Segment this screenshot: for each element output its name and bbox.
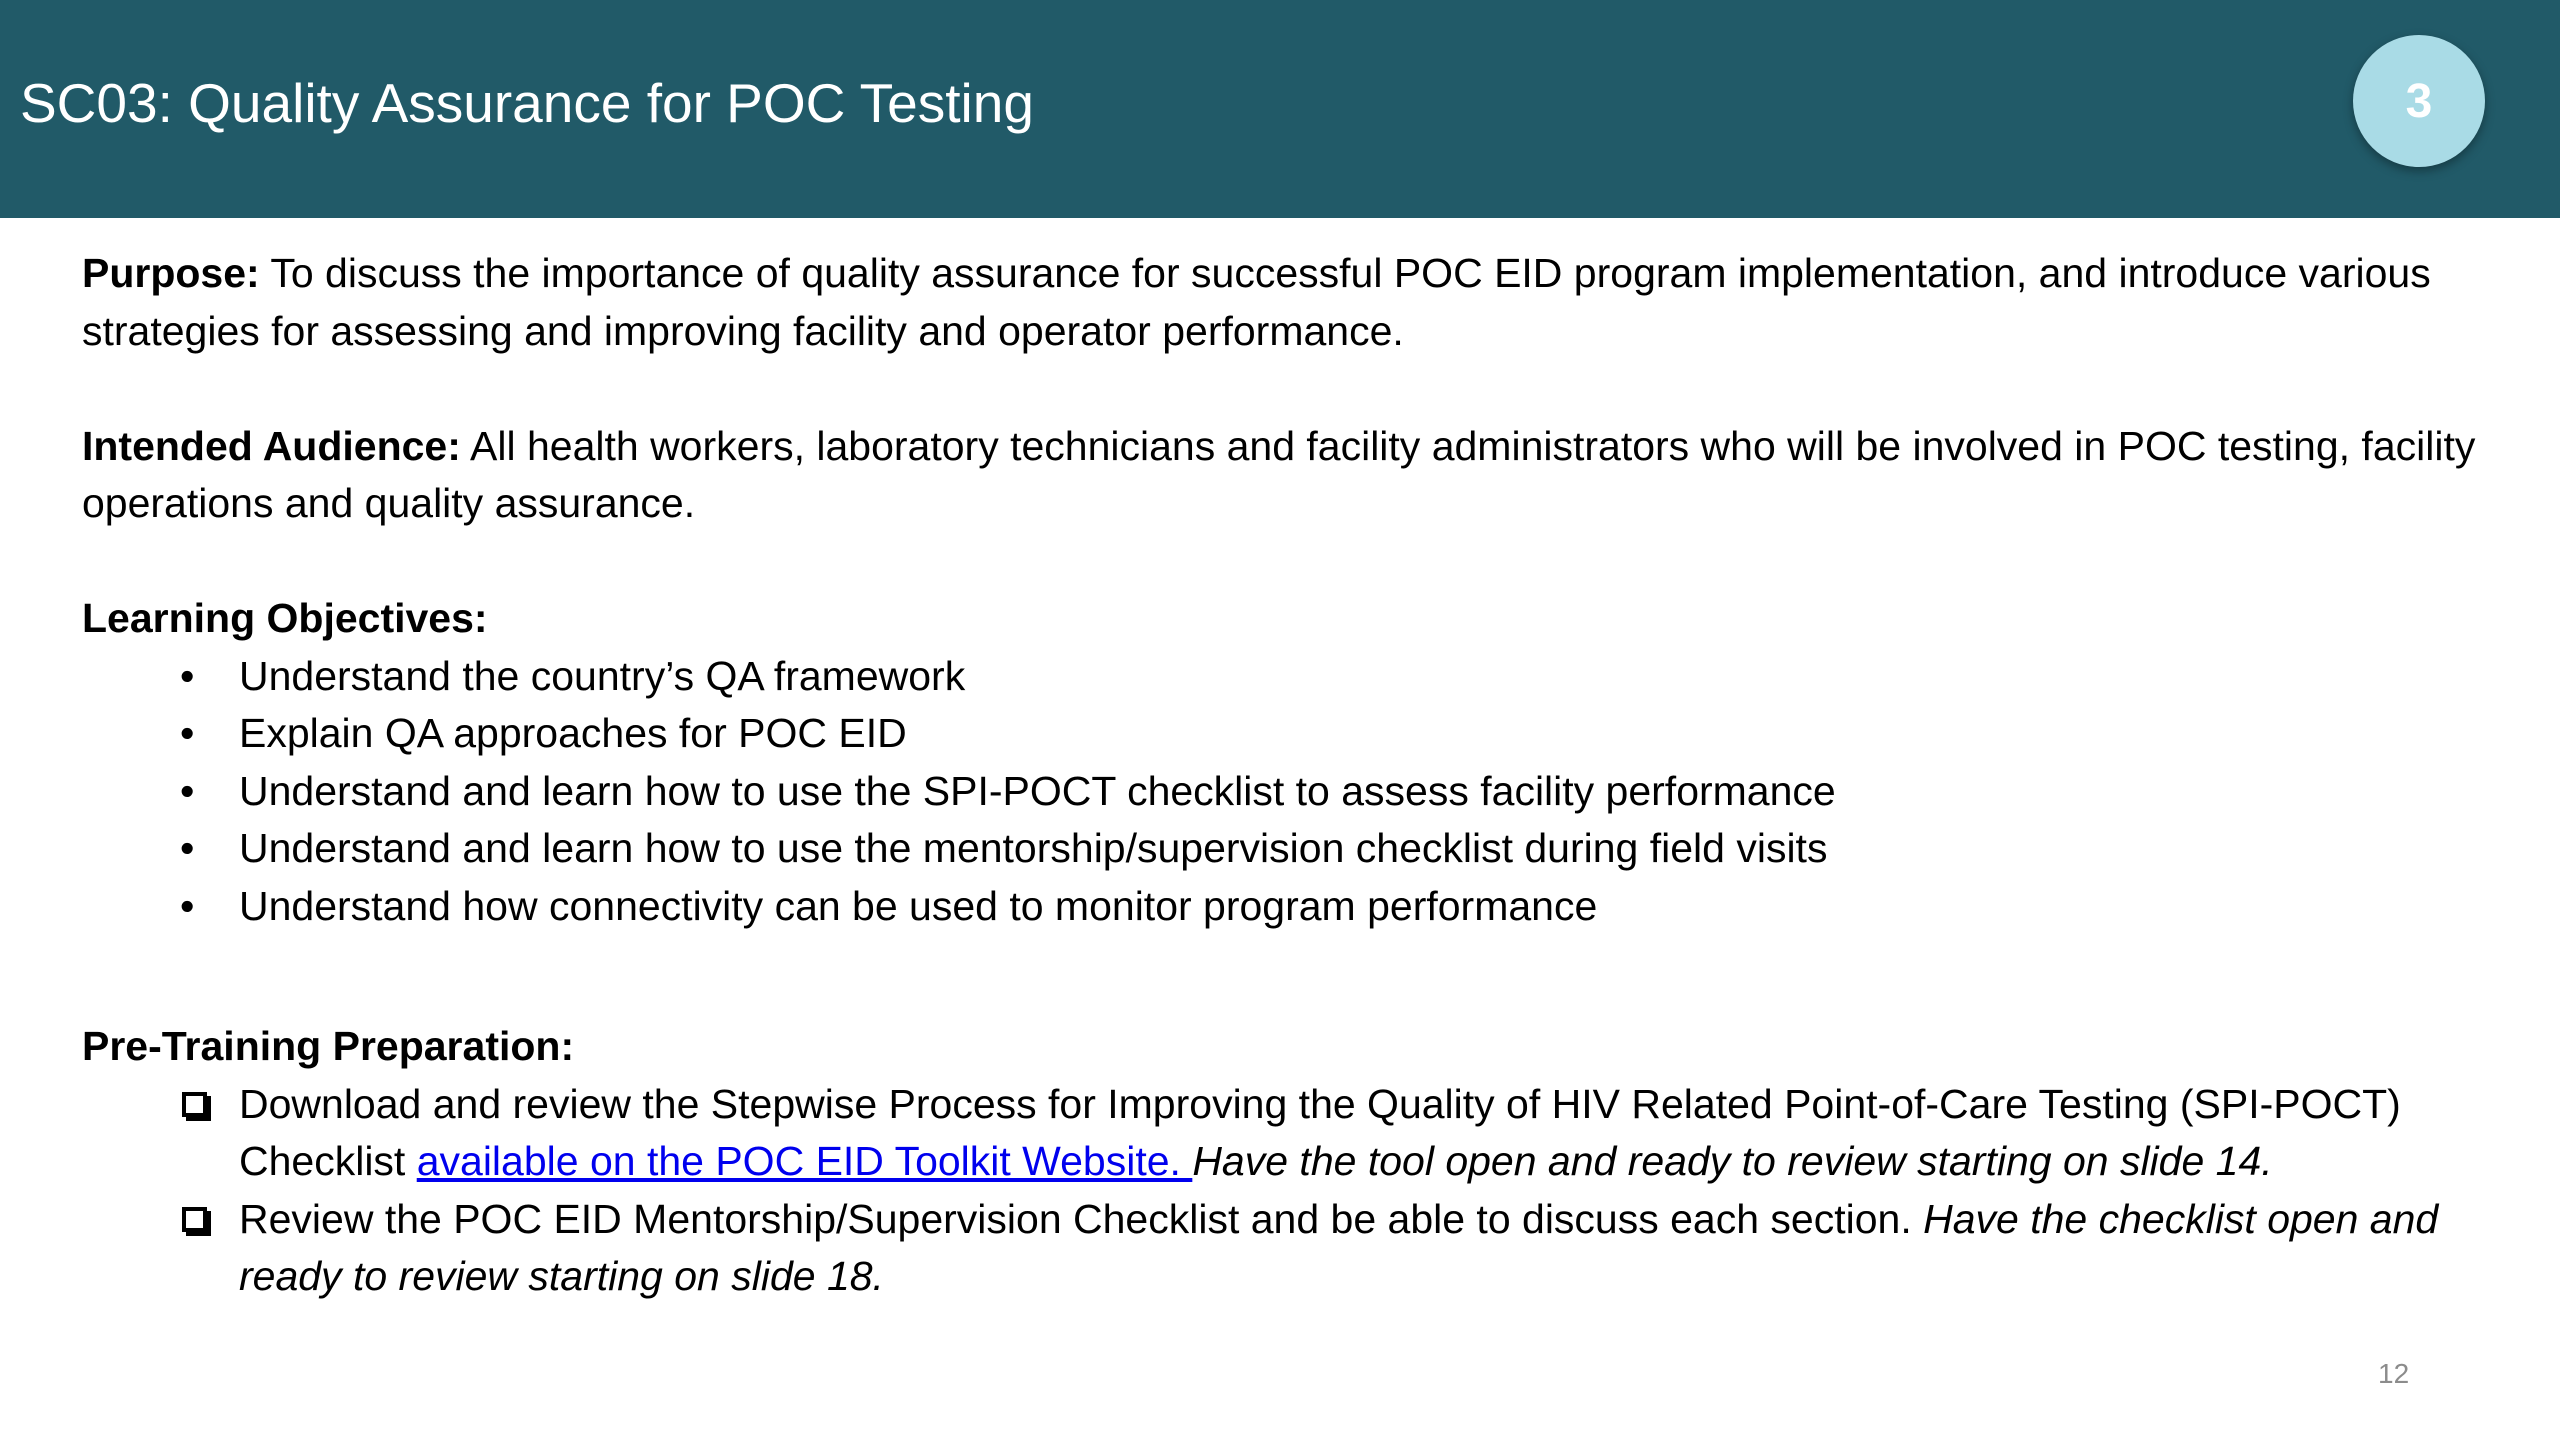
list-item: Download and review the Stepwise Process for Improving the Quality of HIV Related Point-of-Care Testing (SPI-POCT) Checklist available on the POC EID Toolkit Website. Have the tool open and ready to review starting on slide 14. — [82, 1076, 2522, 1191]
slide-body — [82, 245, 2522, 1306]
bullet-marker: • — [180, 825, 195, 871]
list-item: • Explain QA approaches for POC EID — [82, 705, 2522, 763]
bullet-marker: • — [180, 710, 195, 756]
list-item: • Understand the country’s QA framework — [82, 648, 2522, 706]
preparation-list — [82, 1076, 2522, 1306]
purpose-paragraph — [82, 245, 2522, 360]
bullet-marker: • — [180, 767, 195, 814]
checkbox-square-icon — [182, 1207, 207, 1232]
objectives-heading: Learning Objectives: — [82, 595, 488, 641]
objectives-list — [82, 648, 2522, 936]
bullet-marker: • — [180, 882, 195, 929]
slide-header — [0, 0, 2560, 218]
list-item: • Understand how connectivity can be used to monitor program performance — [82, 878, 2522, 936]
page-number: 12 — [2378, 1358, 2410, 1389]
list-item: Review the POC EID Mentorship/Supervision Checklist and be able to discuss each section. Have the checklist open and ready to review starting on slide 18. — [82, 1191, 2522, 1306]
audience-text: All health workers, laboratory technicians and facility administrators who will be involved in POC testing, facility operations and quality assurance. — [82, 422, 2476, 526]
list-item: • Understand and learn how to use the SPI-POCT checklist to assess facility performance — [82, 763, 2522, 821]
preparation-heading: Pre-Training Preparation: — [82, 1023, 575, 1069]
purpose-label: Purpose: — [82, 250, 260, 296]
audience-label: Intended Audience: — [82, 422, 461, 469]
checkbox-square-icon — [182, 1092, 207, 1117]
purpose-text: To discuss the importance of quality assurance for successful POC EID program implementation, and introduce various strategies for assessing and improving facility and operator performance. — [82, 250, 2431, 354]
toolkit-website-link[interactable]: available on the POC EID Toolkit Website. — [416, 1138, 1193, 1184]
audience-paragraph — [82, 418, 2522, 533]
list-item: • Understand and learn how to use the mentorship/supervision checklist during field visits — [82, 820, 2522, 878]
section-number-badge: 3 — [2353, 35, 2485, 167]
slide-title: SC03: Quality Assurance for POC Testing — [20, 72, 1034, 134]
bullet-marker: • — [180, 652, 195, 699]
